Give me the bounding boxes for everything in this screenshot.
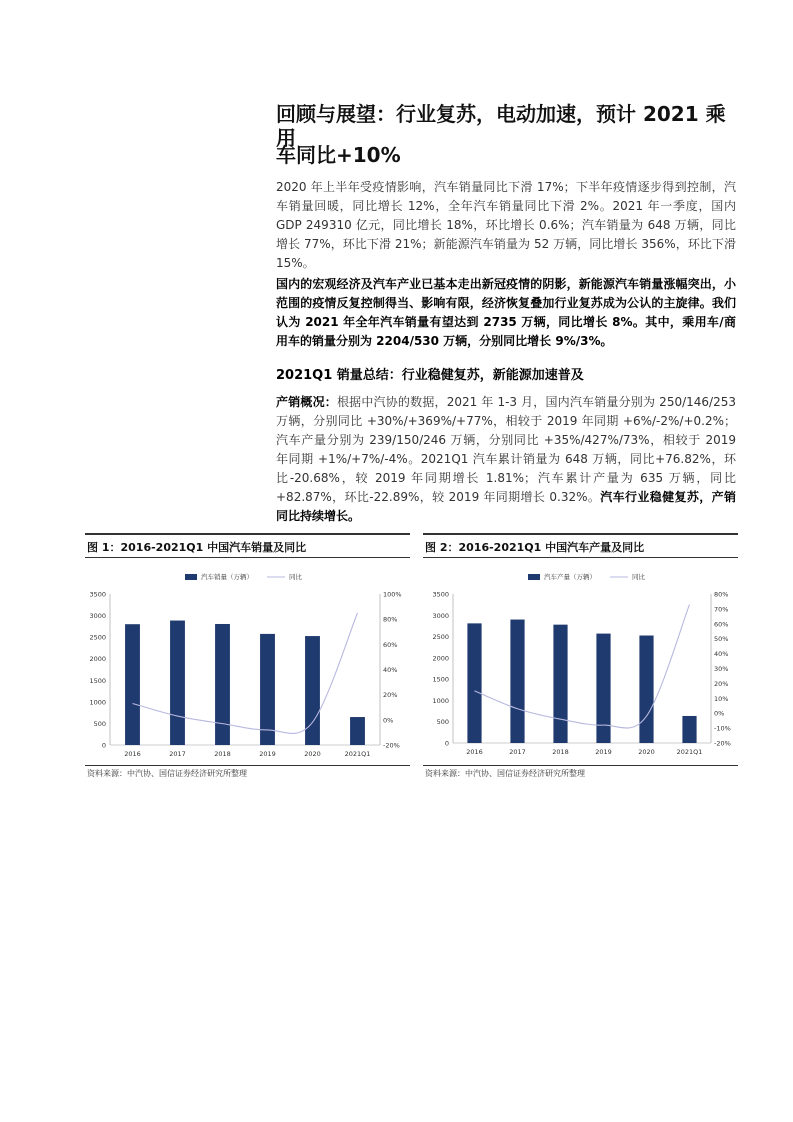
fig2-top-rule (423, 533, 738, 535)
x-tick-label: 2017 (509, 748, 526, 756)
y-right-tick-label: 20% (383, 691, 398, 700)
legend-swatch-bar (185, 574, 197, 580)
y-right-tick-label: 30% (714, 665, 729, 673)
section-title-line2: 车同比+10% (276, 143, 401, 167)
y-right-tick-label: 10% (714, 694, 729, 703)
legend-label-bar: 汽车产量（万辆） (544, 573, 596, 581)
x-tick-label: 2016 (466, 748, 483, 756)
x-tick-label: 2017 (169, 750, 186, 758)
y-right-tick-label: 80% (714, 590, 729, 599)
legend-label-bar: 汽车销量（万辆） (201, 573, 253, 581)
x-tick-label: 2021Q1 (676, 748, 703, 756)
y-left-tick-label: 2500 (432, 633, 449, 642)
y-left-tick-label: 3500 (89, 590, 106, 599)
fig1-title: 图 1：2016-2021Q1 中国汽车销量及同比 (87, 541, 307, 554)
section-title-line1: 回顾与展望：行业复苏，电动加速，预计 2021 乘用 (276, 102, 726, 150)
bar (682, 716, 696, 743)
y-right-tick-label: 70% (714, 605, 729, 614)
bar (553, 625, 567, 743)
bar (510, 620, 524, 743)
bar (170, 621, 185, 745)
subheading-q1-summary: 2021Q1 销量总结：行业稳健复苏，新能源加速普及 (276, 368, 584, 383)
series-line-yoy (133, 613, 358, 734)
y-left-tick-label: 1500 (432, 675, 449, 684)
y-right-tick-label: 60% (383, 640, 398, 649)
y-right-tick-label: 20% (714, 679, 729, 688)
fig2-title: 图 2：2016-2021Q1 中国汽车产量及同比 (425, 541, 645, 554)
bar (639, 636, 653, 743)
y-right-tick-label: -20% (714, 739, 731, 748)
y-left-tick-label: 1500 (89, 676, 106, 685)
y-left-tick-label: 3000 (89, 612, 106, 621)
bar (125, 624, 140, 745)
bar (260, 634, 275, 745)
y-left-tick-label: 2500 (89, 633, 106, 642)
legend-label-line: 同比 (632, 573, 645, 581)
bar (467, 623, 481, 743)
y-left-tick-label: 3500 (432, 590, 449, 599)
fig1-title-rule (85, 557, 410, 558)
y-right-tick-label: 0% (383, 716, 394, 725)
fig1-top-rule (85, 533, 410, 535)
series-line-yoy (475, 604, 690, 728)
y-right-tick-label: 40% (714, 650, 729, 659)
x-tick-label: 2020 (638, 748, 655, 756)
fig1-source: 资料来源：中汽协、国信证券经济研究所整理 (87, 769, 247, 778)
fig2-bottom-rule (423, 765, 738, 766)
y-left-tick-label: 1000 (89, 698, 106, 707)
y-left-tick-label: 2000 (432, 654, 449, 663)
paragraph-tail: 汽车行业稳健复苏，产销同比持续增长。 (276, 490, 736, 523)
x-tick-label: 2019 (595, 748, 612, 756)
x-tick-label: 2018 (552, 748, 569, 756)
bar (305, 636, 320, 745)
paragraph-lead: 产销概况： (276, 395, 337, 409)
y-left-tick-label: 3000 (432, 611, 449, 620)
chart-production (423, 565, 738, 765)
y-right-tick-label: -20% (383, 741, 400, 750)
y-left-tick-label: 0 (101, 741, 106, 750)
y-right-tick-label: 80% (383, 615, 398, 624)
bar (596, 634, 610, 743)
x-tick-label: 2018 (214, 750, 231, 758)
paragraph-production-sales (276, 393, 736, 526)
fig2-source: 资料来源：中汽协、国信证券经济研究所整理 (425, 769, 585, 778)
y-right-tick-label: 60% (714, 620, 729, 629)
x-tick-label: 2021Q1 (344, 750, 371, 758)
chart-sales (85, 565, 410, 765)
y-left-tick-label: 1000 (432, 696, 449, 705)
legend-swatch-bar (528, 574, 540, 580)
y-left-tick-label: 0 (444, 739, 449, 748)
y-left-tick-label: 500 (436, 718, 449, 727)
legend-label-line: 同比 (289, 573, 302, 581)
x-tick-label: 2019 (259, 750, 276, 758)
y-right-tick-label: 100% (383, 590, 402, 599)
paragraph-body: 根据中汽协的数据，2021 年 1-3 月，国内汽车销量分别为 250/146/253 万辆，分别同比 +30%/+369%/+77%，相较于 2019 年同期 +6%/-2%/+0.2%；汽车产量分别为 239/150/246 万辆，分别同比 +35%/427%/73%，相较于 2019 年同期 +1%/+7%/-4%。2021Q1 汽车累计销量为 648 万辆，同比+76.82%，环比-20.68%，较 2019 年同期增长 1.81%；汽车累计产量为 635 万辆，同比+82.87%，环比-22.89%，较 2019 年同期增长 0.32%。 (276, 395, 736, 504)
y-right-tick-label: 0% (714, 709, 725, 718)
y-right-tick-label: 40% (383, 666, 398, 674)
fig1-bottom-rule (85, 765, 410, 766)
x-tick-label: 2016 (124, 750, 141, 758)
paragraph-forecast: 国内的宏观经济及汽车产业已基本走出新冠疫情的阴影，新能源汽车销量涨幅突出，小范围的疫情反复控制得当、影响有限，经济恢复叠加行业复苏成为公认的主旋律。我们认为 2021 年全年汽车销量有望达到 2735 万辆，同比增长 8%。其中，乘用车/商用车的销量分别为 2204/530 万辆，分别同比增长 9%/3%。 (276, 277, 736, 348)
y-right-tick-label: -10% (714, 724, 731, 733)
fig2-title-rule (423, 557, 738, 558)
paragraph-overview: 2020 年上半年受疫情影响，汽车销量同比下滑 17%；下半年疫情逐步得到控制，汽车销量回暖，同比增长 12%，全年汽车销量同比下滑 2%。2021 年一季度，国内 GDP 249310 亿元，同比增长 18%，环比增长 0.6%；汽车销量为 648 万辆，同比增长 77%，环比下滑 21%；新能源汽车销量为 52 万辆，同比增长 356%，环比下滑 15%。 (276, 180, 736, 270)
x-tick-label: 2020 (304, 750, 321, 758)
y-right-tick-label: 50% (714, 635, 729, 644)
y-left-tick-label: 2000 (89, 655, 106, 664)
y-left-tick-label: 500 (93, 719, 106, 728)
bar (215, 624, 230, 745)
bar (350, 717, 365, 745)
